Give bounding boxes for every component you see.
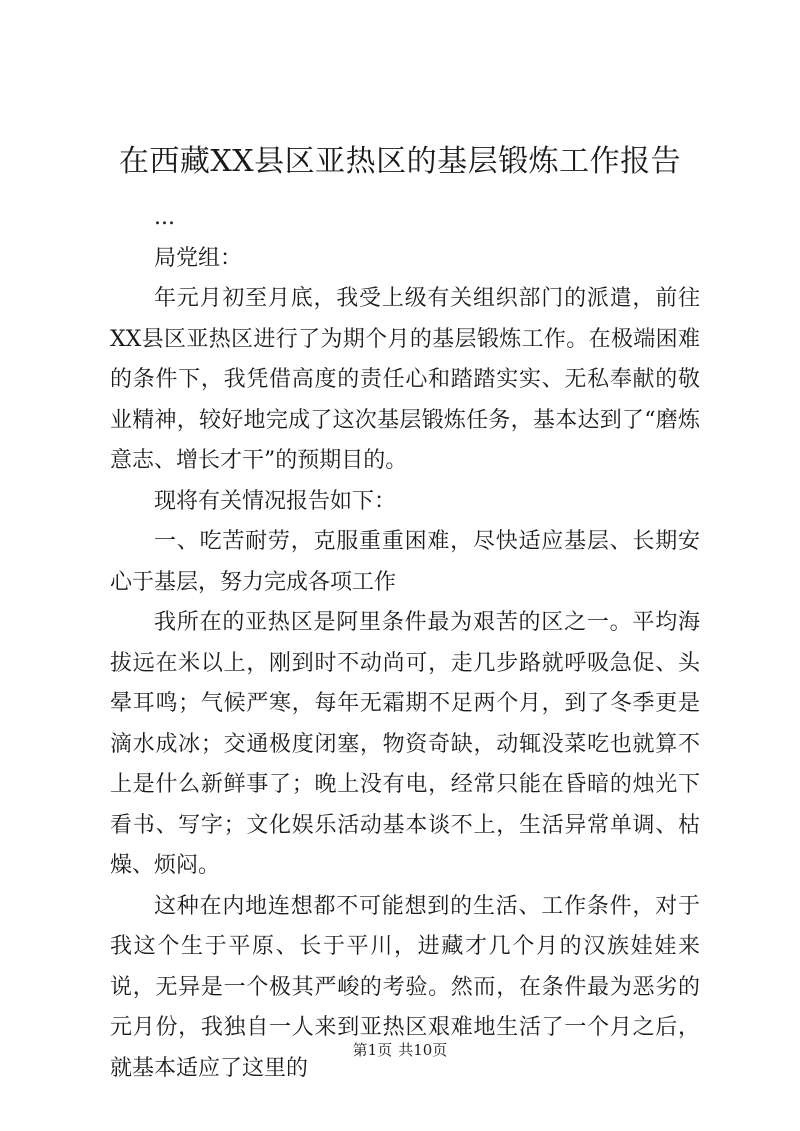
- paragraph: 年元月初至月底，我受上级有关组织部门的派遣，前往XX县区亚热区进行了为期个月的基层锻炼工作。在极端困难的条件下，我凭借高度的责任心和踏踏实实、无私奉献的敬业精神，较好地完成了这次基层锻炼任务，基本达到了“磨炼意志、增长才干”的预期目的。: [110, 286, 700, 473]
- salutation: 局党组：: [154, 245, 243, 271]
- ellipsis-line: ...: [154, 205, 175, 230]
- document-title: 在西藏XX县区亚热区的基层锻炼工作报告: [118, 144, 682, 179]
- document-body: [110, 198, 700, 1089]
- page-total: 共10页: [398, 1041, 448, 1059]
- paragraph: 我所在的亚热区是阿里条件最为艰苦的区之一。平均海拔远在米以上，刚到时不动尚可，走几步路就呼吸急促、头晕耳鸣；气候严寒，每年无霜期不足两个月，到了冬季更是滴水成冰；交通极度闭塞，物资奇缺，动辄没菜吃也就算不上是什么新鲜事了；晚上没有电，经常只能在昏暗的烛光下看书、写字；文化娱乐活动基本谈不上，生活异常单调、枯燥、烦闷。: [110, 610, 700, 878]
- page-footer: [0, 1040, 800, 1060]
- paragraph: 这种在内地连想都不可能想到的生活、工作条件，对于我这个生于平原、长于平川，进藏才几个月的汉族娃娃来说，无异是一个极其严峻的考验。然而，在条件最为恶劣的元月份，我独自一人来到亚热区艰难地生活了一个月之后，就基本适应了这里的: [110, 893, 700, 1081]
- section-heading: 一、吃苦耐劳，克服重重困难，尽快适应基层、长期安心于基层，努力完成各项工作: [110, 529, 700, 595]
- paragraph: 现将有关情况报告如下：: [154, 488, 397, 514]
- page-number: 第1页: [352, 1041, 393, 1059]
